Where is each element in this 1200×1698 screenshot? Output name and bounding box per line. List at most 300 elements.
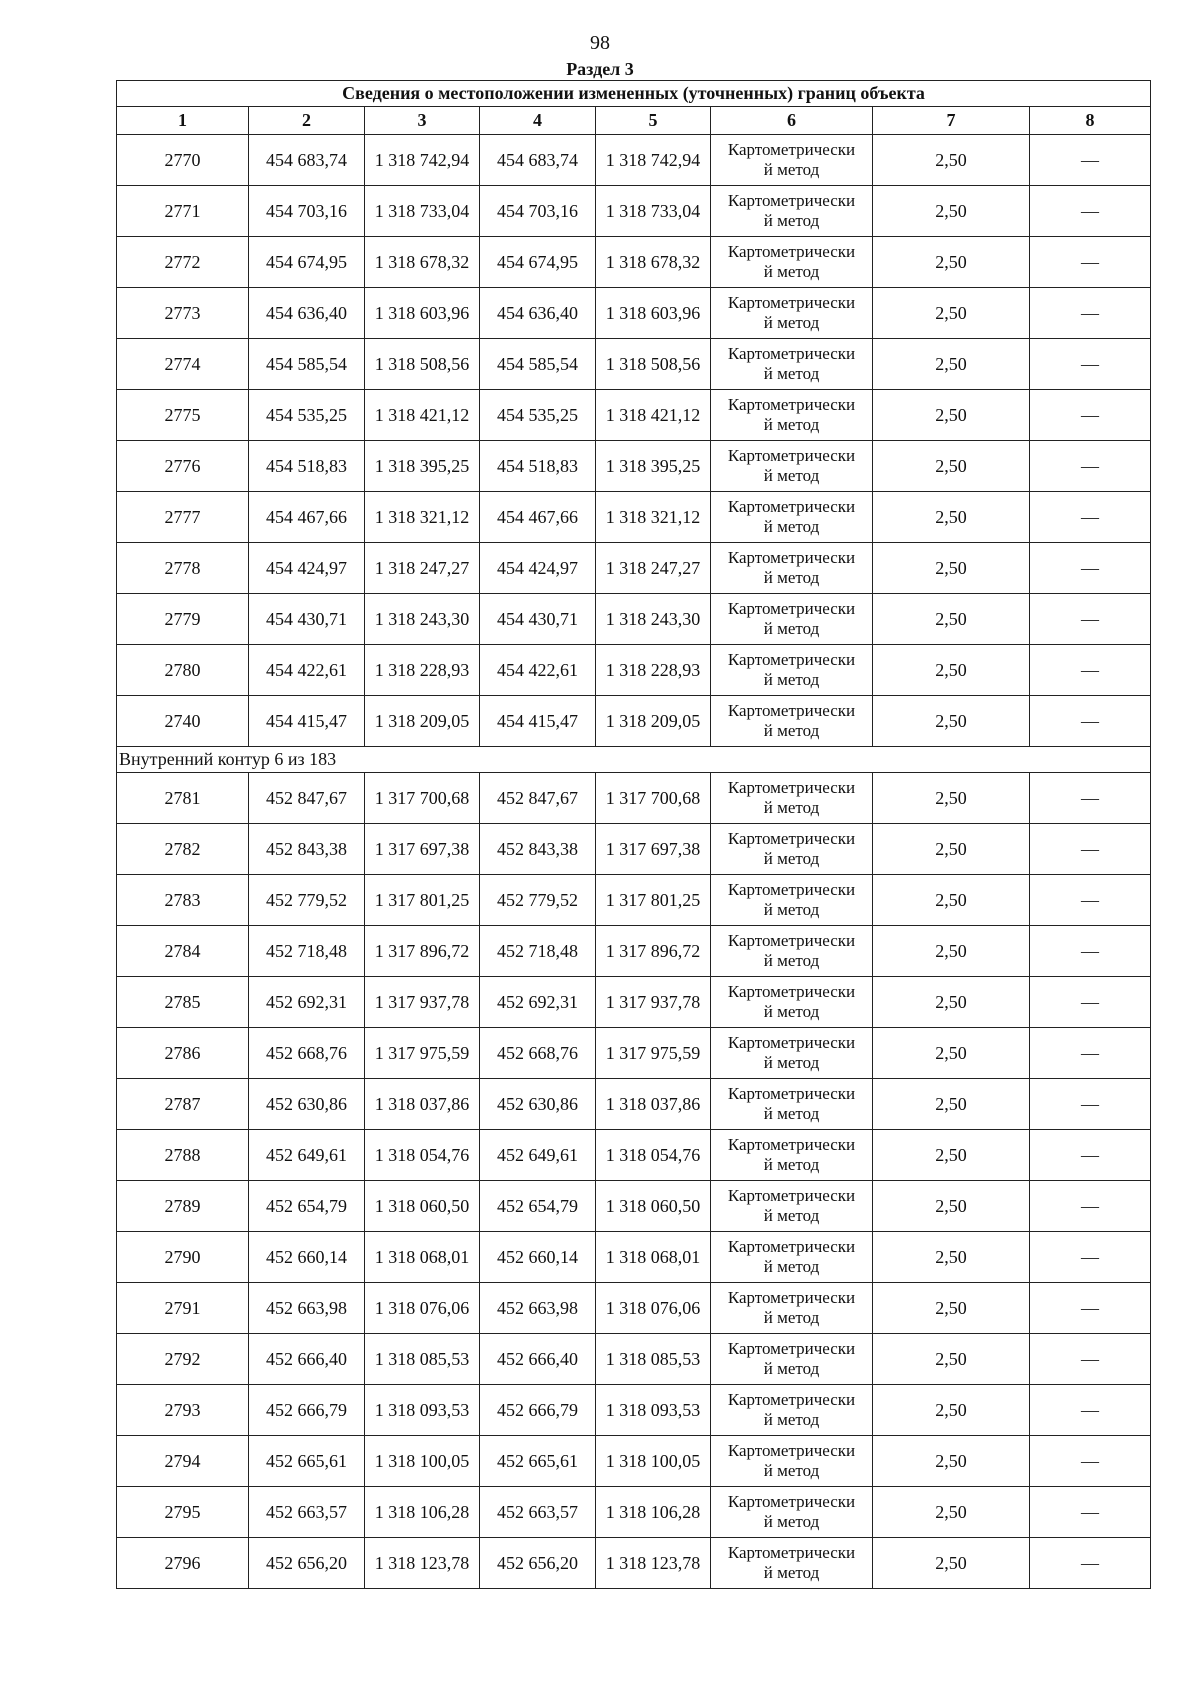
coord-y-cell: 1 318 060,50: [365, 1181, 480, 1232]
method-text-line: й метод: [763, 900, 820, 919]
method-text-line: й метод: [763, 951, 820, 970]
coord-y-new-cell: 1 318 037,86: [596, 1079, 711, 1130]
coord-x-cell: 454 430,71: [249, 594, 365, 645]
coord-y-new-cell: 1 318 228,93: [596, 645, 711, 696]
method-cell: [711, 1079, 873, 1130]
note-cell: —: [1030, 926, 1151, 977]
coord-y-cell: 1 318 100,05: [365, 1436, 480, 1487]
method-text-line: й метод: [763, 721, 820, 740]
coord-x-cell: 452 630,86: [249, 1079, 365, 1130]
method-text-line: й метод: [763, 160, 820, 179]
coord-x-cell: 452 663,57: [249, 1487, 365, 1538]
method-text-line: Картометрически: [727, 1492, 856, 1511]
method-cell: [711, 1028, 873, 1079]
coord-x-cell: 454 535,25: [249, 390, 365, 441]
table-row: [117, 1028, 1151, 1079]
coord-x-new-cell: 454 467,66: [480, 492, 596, 543]
accuracy-cell: 2,50: [873, 1487, 1030, 1538]
point-number-cell: 2780: [117, 645, 249, 696]
table-row: [117, 390, 1151, 441]
coord-x-new-cell: 454 422,61: [480, 645, 596, 696]
accuracy-cell: 2,50: [873, 1436, 1030, 1487]
coord-y-new-cell: 1 318 093,53: [596, 1385, 711, 1436]
coord-x-cell: 452 692,31: [249, 977, 365, 1028]
note-cell: —: [1030, 186, 1151, 237]
coord-y-cell: 1 318 321,12: [365, 492, 480, 543]
coord-y-new-cell: 1 318 100,05: [596, 1436, 711, 1487]
table-row: [117, 1385, 1151, 1436]
coord-y-cell: 1 318 209,05: [365, 696, 480, 747]
note-cell: —: [1030, 543, 1151, 594]
table-caption-row: [117, 81, 1151, 107]
note-cell: —: [1030, 390, 1151, 441]
point-number-cell: 2787: [117, 1079, 249, 1130]
coord-y-cell: 1 318 742,94: [365, 135, 480, 186]
method-text-line: Картометрически: [727, 293, 856, 312]
table-row: [117, 773, 1151, 824]
point-number-cell: 2773: [117, 288, 249, 339]
table-row: [117, 926, 1151, 977]
coord-y-new-cell: 1 318 085,53: [596, 1334, 711, 1385]
note-cell: —: [1030, 594, 1151, 645]
table-row: [117, 543, 1151, 594]
note-cell: —: [1030, 875, 1151, 926]
column-number: 5: [596, 107, 711, 135]
point-number-cell: 2793: [117, 1385, 249, 1436]
method-cell: [711, 696, 873, 747]
point-number-cell: 2770: [117, 135, 249, 186]
table-row: [117, 1130, 1151, 1181]
method-cell: [711, 977, 873, 1028]
method-cell: [711, 1283, 873, 1334]
coord-x-new-cell: 452 663,98: [480, 1283, 596, 1334]
method-text-line: й метод: [763, 1512, 820, 1531]
point-number-cell: 2778: [117, 543, 249, 594]
method-text-line: й метод: [763, 1359, 820, 1378]
method-text-line: й метод: [763, 262, 820, 281]
accuracy-cell: 2,50: [873, 1385, 1030, 1436]
accuracy-cell: 2,50: [873, 390, 1030, 441]
accuracy-cell: 2,50: [873, 1181, 1030, 1232]
method-text-line: Картометрически: [727, 982, 856, 1001]
note-cell: —: [1030, 1283, 1151, 1334]
coord-y-new-cell: 1 318 243,30: [596, 594, 711, 645]
method-cell: [711, 288, 873, 339]
coord-y-cell: 1 318 228,93: [365, 645, 480, 696]
note-cell: —: [1030, 1232, 1151, 1283]
method-cell: [711, 926, 873, 977]
section-title: Раздел 3: [566, 59, 634, 79]
column-number: 3: [365, 107, 480, 135]
coord-x-new-cell: 452 649,61: [480, 1130, 596, 1181]
coord-x-cell: 454 518,83: [249, 441, 365, 492]
coord-y-new-cell: 1 317 700,68: [596, 773, 711, 824]
method-text-line: Картометрически: [727, 1339, 856, 1358]
coord-x-new-cell: 452 656,20: [480, 1538, 596, 1589]
coord-y-cell: 1 318 243,30: [365, 594, 480, 645]
point-number-cell: 2776: [117, 441, 249, 492]
point-number-cell: 2777: [117, 492, 249, 543]
method-text-line: й метод: [763, 849, 820, 868]
coord-x-new-cell: 452 779,52: [480, 875, 596, 926]
accuracy-cell: 2,50: [873, 824, 1030, 875]
method-text-line: Картометрически: [727, 1186, 856, 1205]
coord-y-new-cell: 1 317 801,25: [596, 875, 711, 926]
method-cell: [711, 1487, 873, 1538]
coord-x-new-cell: 452 847,67: [480, 773, 596, 824]
point-number-cell: 2782: [117, 824, 249, 875]
method-cell: [711, 237, 873, 288]
method-text-line: Картометрически: [727, 931, 856, 950]
coord-y-new-cell: 1 318 508,56: [596, 339, 711, 390]
method-cell: [711, 441, 873, 492]
method-text-line: Картометрически: [727, 497, 856, 516]
note-cell: —: [1030, 645, 1151, 696]
method-text-line: й метод: [763, 1053, 820, 1072]
coord-x-new-cell: 452 665,61: [480, 1436, 596, 1487]
note-cell: —: [1030, 1436, 1151, 1487]
coord-y-new-cell: 1 317 975,59: [596, 1028, 711, 1079]
coord-x-new-cell: 452 663,57: [480, 1487, 596, 1538]
coord-x-cell: 452 718,48: [249, 926, 365, 977]
coord-y-new-cell: 1 318 733,04: [596, 186, 711, 237]
method-text-line: й метод: [763, 364, 820, 383]
coord-x-new-cell: 452 718,48: [480, 926, 596, 977]
note-cell: —: [1030, 135, 1151, 186]
coord-y-cell: 1 318 678,32: [365, 237, 480, 288]
coord-x-cell: 452 649,61: [249, 1130, 365, 1181]
method-cell: [711, 773, 873, 824]
column-number-row: [117, 107, 1151, 135]
table-row: [117, 339, 1151, 390]
table-body: [117, 135, 1151, 1589]
coord-x-new-cell: 454 674,95: [480, 237, 596, 288]
coord-y-cell: 1 318 106,28: [365, 1487, 480, 1538]
coord-y-cell: 1 318 093,53: [365, 1385, 480, 1436]
coord-x-cell: 452 663,98: [249, 1283, 365, 1334]
method-text-line: Картометрически: [727, 880, 856, 899]
coord-x-cell: 452 665,61: [249, 1436, 365, 1487]
accuracy-cell: 2,50: [873, 135, 1030, 186]
method-text-line: Картометрически: [727, 599, 856, 618]
note-cell: —: [1030, 288, 1151, 339]
note-cell: —: [1030, 441, 1151, 492]
coord-x-new-cell: 454 703,16: [480, 186, 596, 237]
accuracy-cell: 2,50: [873, 1079, 1030, 1130]
accuracy-cell: 2,50: [873, 1130, 1030, 1181]
method-text-line: й метод: [763, 1257, 820, 1276]
coord-x-new-cell: 452 654,79: [480, 1181, 596, 1232]
accuracy-cell: 2,50: [873, 645, 1030, 696]
method-cell: [711, 875, 873, 926]
coord-y-cell: 1 318 076,06: [365, 1283, 480, 1334]
coord-x-new-cell: 452 660,14: [480, 1232, 596, 1283]
table-row: [117, 594, 1151, 645]
coord-y-cell: 1 318 085,53: [365, 1334, 480, 1385]
note-cell: —: [1030, 492, 1151, 543]
method-cell: [711, 135, 873, 186]
table-row: [117, 696, 1151, 747]
accuracy-cell: 2,50: [873, 237, 1030, 288]
table-row: [117, 1487, 1151, 1538]
table-row: [117, 1232, 1151, 1283]
accuracy-cell: 2,50: [873, 288, 1030, 339]
accuracy-cell: 2,50: [873, 977, 1030, 1028]
accuracy-cell: 2,50: [873, 594, 1030, 645]
table-row: [117, 492, 1151, 543]
method-text-line: й метод: [763, 1308, 820, 1327]
column-number: 2: [249, 107, 365, 135]
table-row: [117, 441, 1151, 492]
method-text-line: Картометрически: [727, 344, 856, 363]
accuracy-cell: 2,50: [873, 543, 1030, 594]
method-text-line: Картометрически: [727, 446, 856, 465]
coord-y-new-cell: 1 318 106,28: [596, 1487, 711, 1538]
point-number-cell: 2779: [117, 594, 249, 645]
coord-y-new-cell: 1 318 603,96: [596, 288, 711, 339]
method-text-line: й метод: [763, 313, 820, 332]
point-number-cell: 2783: [117, 875, 249, 926]
note-cell: —: [1030, 339, 1151, 390]
accuracy-cell: 2,50: [873, 186, 1030, 237]
coord-y-new-cell: 1 318 247,27: [596, 543, 711, 594]
page-number: 98: [590, 32, 610, 54]
coord-y-cell: 1 317 700,68: [365, 773, 480, 824]
method-text-line: й метод: [763, 670, 820, 689]
coord-x-new-cell: 454 415,47: [480, 696, 596, 747]
coord-x-cell: 452 668,76: [249, 1028, 365, 1079]
point-number-cell: 2774: [117, 339, 249, 390]
method-cell: [711, 1181, 873, 1232]
column-number: 8: [1030, 107, 1151, 135]
accuracy-cell: 2,50: [873, 1538, 1030, 1589]
method-cell: [711, 339, 873, 390]
coord-y-cell: 1 317 801,25: [365, 875, 480, 926]
coord-y-cell: 1 318 037,86: [365, 1079, 480, 1130]
method-text-line: й метод: [763, 1206, 820, 1225]
coord-y-new-cell: 1 318 060,50: [596, 1181, 711, 1232]
note-cell: —: [1030, 1028, 1151, 1079]
table-row: [117, 237, 1151, 288]
accuracy-cell: 2,50: [873, 1283, 1030, 1334]
coord-x-cell: 454 703,16: [249, 186, 365, 237]
coord-y-new-cell: 1 318 054,76: [596, 1130, 711, 1181]
method-text-line: й метод: [763, 1155, 820, 1174]
coord-x-new-cell: 454 535,25: [480, 390, 596, 441]
coord-y-cell: 1 318 421,12: [365, 390, 480, 441]
table-row: [117, 1436, 1151, 1487]
coord-x-new-cell: 454 636,40: [480, 288, 596, 339]
table-row: [117, 1283, 1151, 1334]
method-cell: [711, 1538, 873, 1589]
method-cell: [711, 1232, 873, 1283]
point-number-cell: 2786: [117, 1028, 249, 1079]
point-number-cell: 2790: [117, 1232, 249, 1283]
contour-header-row: [117, 747, 1151, 773]
table-row: [117, 977, 1151, 1028]
coord-y-cell: 1 317 975,59: [365, 1028, 480, 1079]
coord-y-new-cell: 1 318 076,06: [596, 1283, 711, 1334]
coord-y-new-cell: 1 317 896,72: [596, 926, 711, 977]
coord-y-new-cell: 1 318 421,12: [596, 390, 711, 441]
coord-y-cell: 1 318 054,76: [365, 1130, 480, 1181]
column-number: 7: [873, 107, 1030, 135]
table-row: [117, 875, 1151, 926]
note-cell: —: [1030, 1130, 1151, 1181]
method-text-line: Картометрически: [727, 140, 856, 159]
boundary-table: [116, 80, 1151, 1589]
method-text-line: Картометрически: [727, 1390, 856, 1409]
coord-x-cell: 452 654,79: [249, 1181, 365, 1232]
table-row: [117, 288, 1151, 339]
coord-x-cell: 452 666,79: [249, 1385, 365, 1436]
coord-y-cell: 1 317 697,38: [365, 824, 480, 875]
method-cell: [711, 492, 873, 543]
method-cell: [711, 1385, 873, 1436]
note-cell: —: [1030, 1181, 1151, 1232]
point-number-cell: 2788: [117, 1130, 249, 1181]
method-text-line: Картометрически: [727, 1033, 856, 1052]
coord-x-cell: 454 674,95: [249, 237, 365, 288]
point-number-cell: 2775: [117, 390, 249, 441]
accuracy-cell: 2,50: [873, 1232, 1030, 1283]
table-row: [117, 1538, 1151, 1589]
coord-x-cell: 454 585,54: [249, 339, 365, 390]
coord-y-new-cell: 1 317 697,38: [596, 824, 711, 875]
coord-y-cell: 1 317 896,72: [365, 926, 480, 977]
coord-x-new-cell: 454 683,74: [480, 135, 596, 186]
coord-y-cell: 1 318 068,01: [365, 1232, 480, 1283]
coord-y-new-cell: 1 317 937,78: [596, 977, 711, 1028]
coord-x-cell: 452 847,67: [249, 773, 365, 824]
method-text-line: Картометрически: [727, 1237, 856, 1256]
column-number: 6: [711, 107, 873, 135]
method-cell: [711, 824, 873, 875]
coord-x-cell: 454 636,40: [249, 288, 365, 339]
point-number-cell: 2795: [117, 1487, 249, 1538]
point-number-cell: 2740: [117, 696, 249, 747]
method-text-line: й метод: [763, 798, 820, 817]
coord-x-cell: 454 415,47: [249, 696, 365, 747]
table-row: [117, 135, 1151, 186]
method-text-line: Картометрически: [727, 395, 856, 414]
coord-x-new-cell: 454 424,97: [480, 543, 596, 594]
note-cell: —: [1030, 1334, 1151, 1385]
accuracy-cell: 2,50: [873, 926, 1030, 977]
note-cell: —: [1030, 1385, 1151, 1436]
coord-x-cell: 452 779,52: [249, 875, 365, 926]
note-cell: —: [1030, 1538, 1151, 1589]
accuracy-cell: 2,50: [873, 696, 1030, 747]
coord-x-new-cell: 452 668,76: [480, 1028, 596, 1079]
coord-y-cell: 1 318 395,25: [365, 441, 480, 492]
table-row: [117, 1079, 1151, 1130]
method-text-line: Картометрически: [727, 829, 856, 848]
table-row: [117, 1181, 1151, 1232]
point-number-cell: 2781: [117, 773, 249, 824]
coord-x-new-cell: 452 630,86: [480, 1079, 596, 1130]
coord-x-cell: 452 656,20: [249, 1538, 365, 1589]
method-text-line: й метод: [763, 1002, 820, 1021]
coord-y-new-cell: 1 318 123,78: [596, 1538, 711, 1589]
coord-x-cell: 454 467,66: [249, 492, 365, 543]
note-cell: —: [1030, 696, 1151, 747]
coord-x-new-cell: 452 666,79: [480, 1385, 596, 1436]
point-number-cell: 2794: [117, 1436, 249, 1487]
coord-y-new-cell: 1 318 395,25: [596, 441, 711, 492]
method-cell: [711, 1130, 873, 1181]
coord-x-new-cell: 454 518,83: [480, 441, 596, 492]
accuracy-cell: 2,50: [873, 339, 1030, 390]
note-cell: —: [1030, 1487, 1151, 1538]
method-text-line: й метод: [763, 619, 820, 638]
table-row: [117, 824, 1151, 875]
method-text-line: й метод: [763, 1410, 820, 1429]
accuracy-cell: 2,50: [873, 492, 1030, 543]
coord-y-new-cell: 1 318 678,32: [596, 237, 711, 288]
note-cell: —: [1030, 977, 1151, 1028]
coord-x-new-cell: 452 843,38: [480, 824, 596, 875]
coord-x-cell: 452 843,38: [249, 824, 365, 875]
point-number-cell: 2785: [117, 977, 249, 1028]
table-row: [117, 186, 1151, 237]
coord-y-new-cell: 1 318 068,01: [596, 1232, 711, 1283]
coord-x-new-cell: 452 666,40: [480, 1334, 596, 1385]
method-text-line: й метод: [763, 211, 820, 230]
method-text-line: й метод: [763, 1563, 820, 1582]
table-row: [117, 1334, 1151, 1385]
method-text-line: Картометрически: [727, 191, 856, 210]
method-text-line: й метод: [763, 568, 820, 587]
method-text-line: й метод: [763, 466, 820, 485]
note-cell: —: [1030, 1079, 1151, 1130]
point-number-cell: 2784: [117, 926, 249, 977]
method-text-line: Картометрически: [727, 1135, 856, 1154]
accuracy-cell: 2,50: [873, 773, 1030, 824]
coord-x-cell: 452 666,40: [249, 1334, 365, 1385]
coord-y-cell: 1 317 937,78: [365, 977, 480, 1028]
contour-label: Внутренний контур 6 из 183: [117, 747, 1151, 773]
point-number-cell: 2772: [117, 237, 249, 288]
coord-x-cell: 454 422,61: [249, 645, 365, 696]
table-row: [117, 645, 1151, 696]
table-caption: Сведения о местоположении измененных (уточненных) границ объекта: [117, 81, 1151, 107]
point-number-cell: 2789: [117, 1181, 249, 1232]
point-number-cell: 2792: [117, 1334, 249, 1385]
method-text-line: Картометрически: [727, 701, 856, 720]
method-text-line: Картометрически: [727, 1441, 856, 1460]
coord-y-new-cell: 1 318 742,94: [596, 135, 711, 186]
coord-y-cell: 1 318 123,78: [365, 1538, 480, 1589]
method-text-line: Картометрически: [727, 650, 856, 669]
method-text-line: Картометрически: [727, 1084, 856, 1103]
method-text-line: й метод: [763, 517, 820, 536]
method-cell: [711, 1436, 873, 1487]
method-text-line: й метод: [763, 1461, 820, 1480]
note-cell: —: [1030, 773, 1151, 824]
accuracy-cell: 2,50: [873, 875, 1030, 926]
column-number: 1: [117, 107, 249, 135]
coord-y-new-cell: 1 318 209,05: [596, 696, 711, 747]
coord-x-cell: 454 683,74: [249, 135, 365, 186]
point-number-cell: 2791: [117, 1283, 249, 1334]
accuracy-cell: 2,50: [873, 1334, 1030, 1385]
column-number: 4: [480, 107, 596, 135]
coord-y-cell: 1 318 603,96: [365, 288, 480, 339]
coord-x-new-cell: 452 692,31: [480, 977, 596, 1028]
method-text-line: й метод: [763, 415, 820, 434]
point-number-cell: 2771: [117, 186, 249, 237]
